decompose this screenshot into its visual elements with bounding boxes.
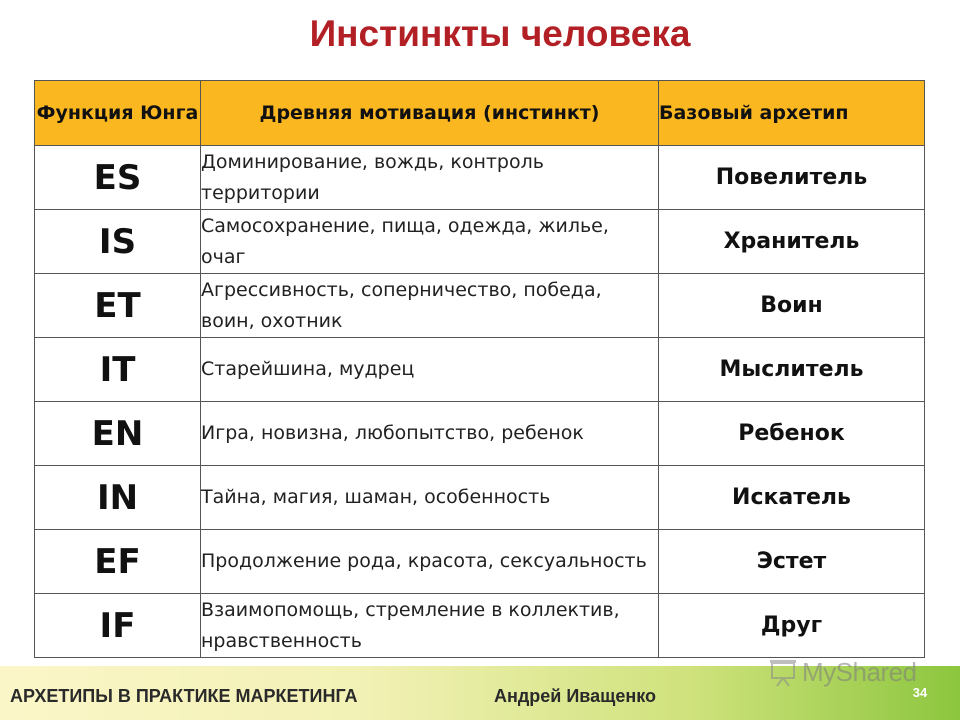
jung-function-code: IF bbox=[35, 594, 201, 658]
archetype-name: Ребенок bbox=[659, 402, 925, 466]
archetype-name: Мыслитель bbox=[659, 338, 925, 402]
archetype-name: Искатель bbox=[659, 466, 925, 530]
table-row bbox=[35, 274, 925, 338]
archetype-name: Друг bbox=[659, 594, 925, 658]
archetype-name: Эстет bbox=[659, 530, 925, 594]
instincts-table bbox=[34, 80, 925, 658]
motivation-text: Продолжение рода, красота, сексуальность bbox=[201, 530, 659, 594]
page-title: Инстинкты человека bbox=[309, 13, 691, 54]
header-function: Функция Юнга bbox=[35, 81, 201, 146]
jung-function-code: ET bbox=[35, 274, 201, 338]
jung-function-code: EN bbox=[35, 402, 201, 466]
footer-course-title: АРХЕТИПЫ В ПРАКТИКЕ МАРКЕТИНГА bbox=[10, 686, 358, 706]
jung-function-code: ES bbox=[35, 146, 201, 210]
motivation-text: Игра, новизна, любопытство, ребенок bbox=[201, 402, 659, 466]
header-archetype: Базовый архетип bbox=[659, 81, 925, 146]
watermark bbox=[766, 654, 917, 690]
table-row bbox=[35, 146, 925, 210]
table-row bbox=[35, 466, 925, 530]
table-row bbox=[35, 594, 925, 658]
jung-function-code: EF bbox=[35, 530, 201, 594]
page-number: 34 bbox=[912, 685, 928, 700]
jung-function-code: IN bbox=[35, 466, 201, 530]
jung-function-code: IT bbox=[35, 338, 201, 402]
motivation-text: Тайна, магия, шаман, особенность bbox=[201, 466, 659, 530]
motivation-text: Взаимопомощь, стремление в коллектив, нравственность bbox=[201, 594, 659, 658]
table-row bbox=[35, 338, 925, 402]
motivation-text: Агрессивность, соперничество, победа, воин, охотник bbox=[201, 274, 659, 338]
archetype-name: Воин bbox=[659, 274, 925, 338]
header-motivation: Древняя мотивация (инстинкт) bbox=[201, 81, 659, 146]
table-row bbox=[35, 402, 925, 466]
table-row bbox=[35, 210, 925, 274]
archetype-name: Повелитель bbox=[659, 146, 925, 210]
watermark-text: MyShared bbox=[802, 656, 917, 687]
table-row bbox=[35, 530, 925, 594]
motivation-text: Доминирование, вождь, контроль территории bbox=[201, 146, 659, 210]
footer-author: Андрей Иващенко bbox=[494, 686, 656, 706]
table-header-row bbox=[35, 81, 925, 146]
jung-function-code: IS bbox=[35, 210, 201, 274]
archetype-name: Хранитель bbox=[659, 210, 925, 274]
motivation-text: Старейшина, мудрец bbox=[201, 338, 659, 402]
projector-screen-icon bbox=[766, 657, 800, 687]
motivation-text: Самосохранение, пища, одежда, жилье, очаг bbox=[201, 210, 659, 274]
